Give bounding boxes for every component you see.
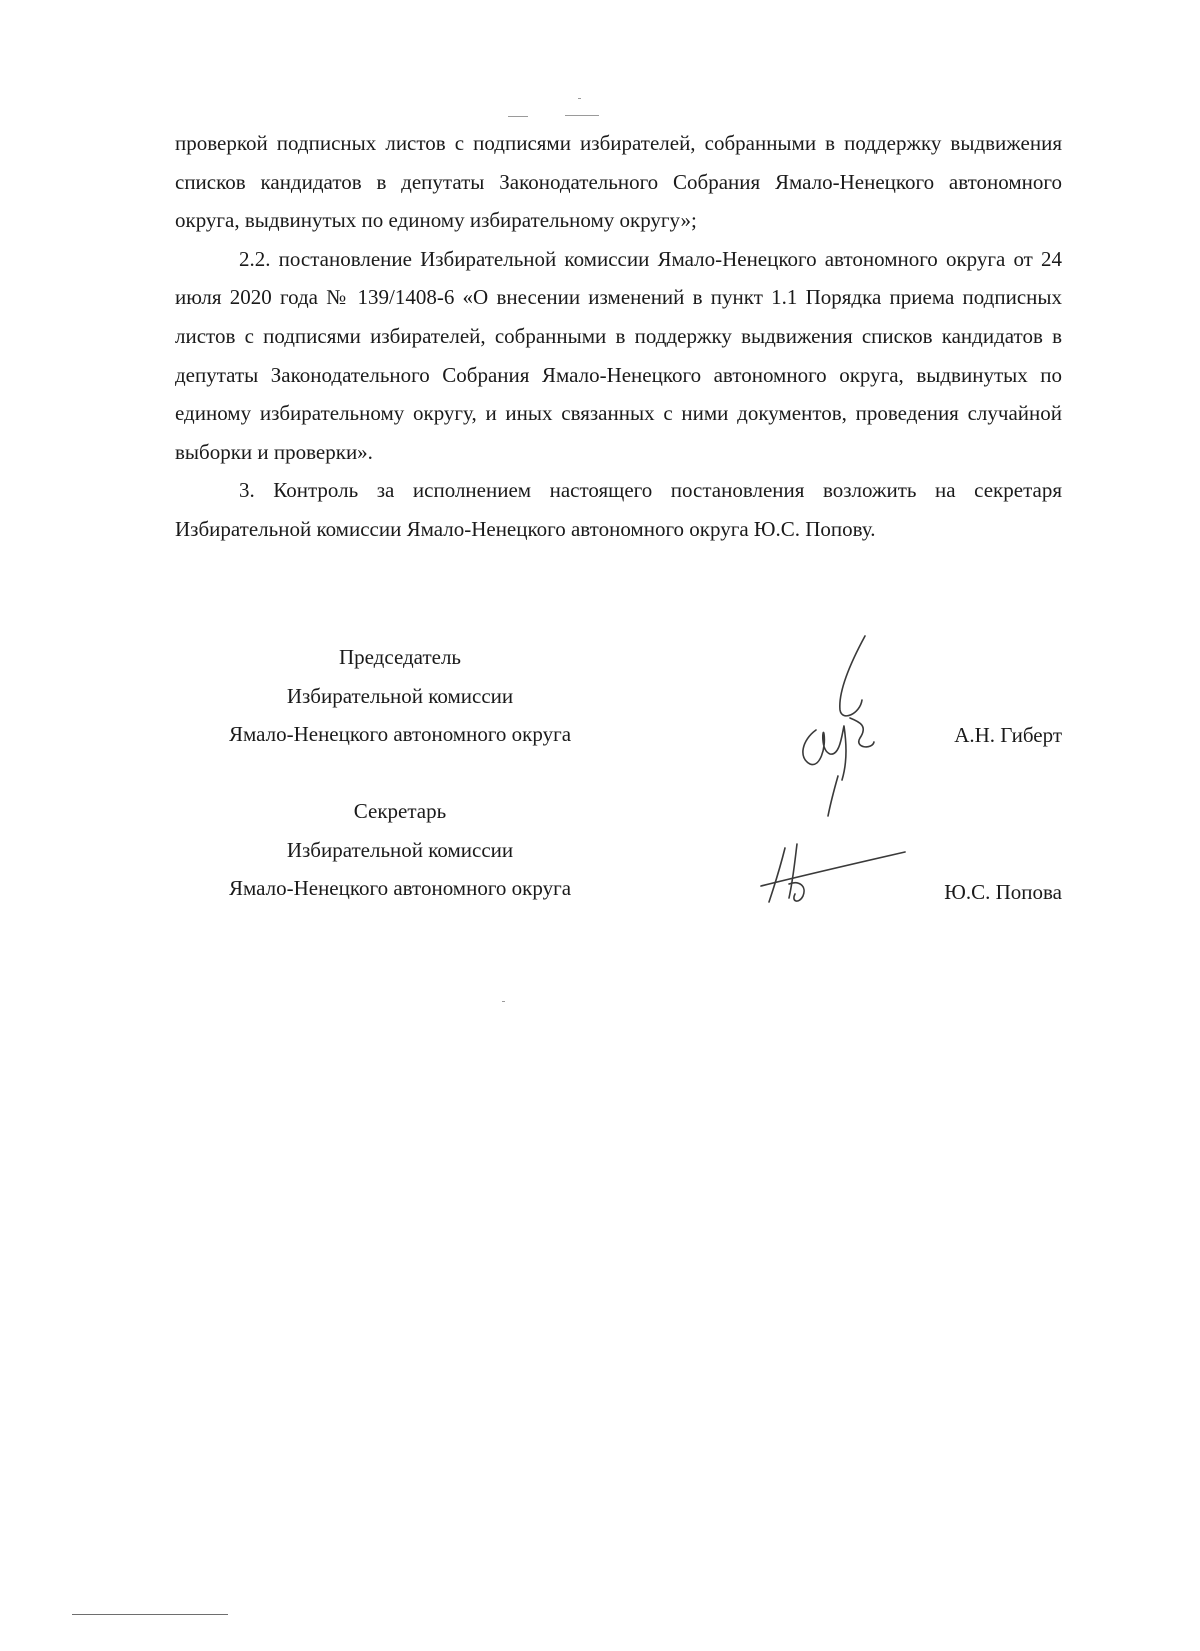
secretary-title-line: Ямало-Ненецкого автономного округа [228,876,572,900]
document-body [175,124,1062,549]
chairman-handwritten-signature [790,630,910,820]
scan-artifact [578,98,581,99]
paragraph-continuation: проверкой подписных листов с подписями избирателей, собранными в поддержку выдвижения списков кандидатов в депутаты Законодательного Собрания Ямало-Ненецкого автономного округа, выдвинутых по единому избирательному округу»; [175,131,1062,233]
chairman-title-line: Председатель [338,645,462,669]
chairman-title-line: Ямало-Ненецкого автономного округа [228,722,572,746]
secretary-title-line: Избирательной комиссии [286,837,514,862]
footnote-separator [72,1614,228,1615]
paragraph-item-2-2: 2.2. постановление Избирательной комиссии Ямало-Ненецкого автономного округа от 24 июля 2020 года № 139/1408-6 «О внесении изменений в пункт 1.1 Порядка приема подписных листов с подписями избирателей, собранными в поддержку выдвижения списков кандидатов в депутаты Законодательного Собрания Ямало-Ненецкого автономного округа, выдвинутых по единому избирательному округу, и иных связанных с ними документов, проведения случайной выборки и проверки». [175,246,1062,464]
scan-artifact [502,1001,505,1002]
chairman-title-line: Избирательной комиссии [286,683,514,708]
secretary-handwritten-signature [755,840,915,910]
secretary-title-block [200,792,600,908]
secretary-title-line: Секретарь [353,799,447,823]
scan-artifact [508,116,528,117]
scan-artifact [565,115,599,116]
secretary-name: Ю.С. Попова [944,880,1062,904]
paragraph-item-3: 3. Контроль за исполнением настоящего постановления возложить на секретаря Избирательной комиссии Ямало-Ненецкого автономного округа Ю.С. Попову. [175,478,1062,541]
chairman-name: А.Н. Гиберт [954,723,1062,747]
chairman-title-block [200,638,600,754]
